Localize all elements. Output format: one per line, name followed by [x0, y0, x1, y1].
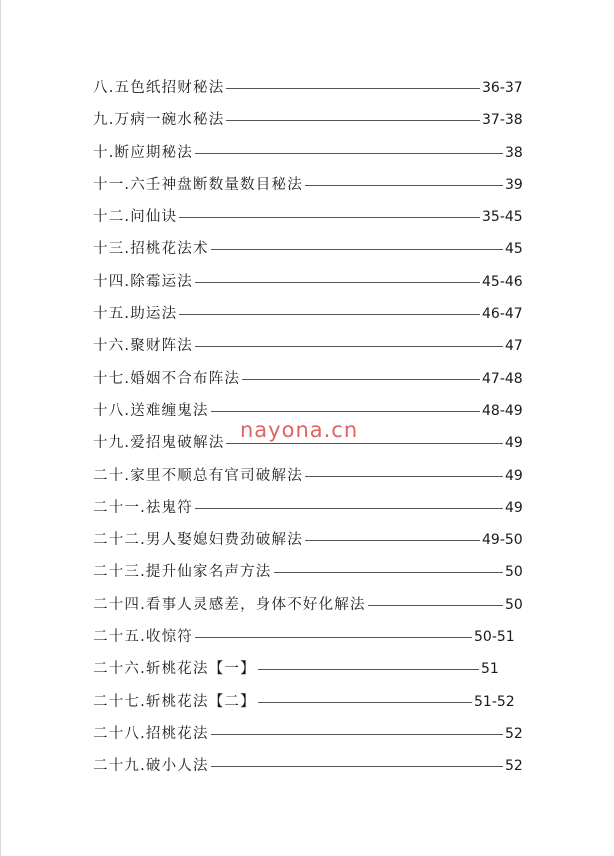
toc-entry [93, 560, 523, 592]
toc-entry-title: 十八.送难缠鬼法 [93, 399, 210, 423]
toc-entry-page: 51-52 [473, 690, 515, 714]
toc-entry-page: 37-38 [481, 108, 523, 132]
toc-entry-page: 49 [504, 496, 523, 520]
toc-entry [93, 690, 523, 722]
toc-entry [93, 108, 523, 140]
toc-entry [93, 625, 523, 657]
toc-leader-line [195, 637, 472, 638]
toc-entry-title: 二十一.祛鬼符 [93, 496, 194, 520]
toc-entry-title: 九.万病一碗水秘法 [93, 108, 225, 132]
toc-entry-page: 50 [504, 593, 523, 617]
toc-entry [93, 754, 523, 786]
toc-entry-title: 十六.聚财阵法 [93, 334, 194, 358]
toc-entry-page: 45-46 [481, 270, 523, 294]
toc-entry [93, 722, 523, 754]
watermark-text: nayona.cn [240, 418, 359, 442]
toc-entry-page: 39 [504, 173, 523, 197]
page-left-edge [0, 0, 1, 856]
toc-leader-line [274, 572, 503, 573]
toc-leader-line [368, 605, 503, 606]
toc-entry-page: 49 [504, 431, 523, 455]
toc-entry-title: 十一.六壬神盘断数量数目秘法 [93, 173, 304, 197]
toc-entry-title: 二十七.斩桃花法【二】 [93, 690, 257, 714]
toc-entry [93, 657, 523, 689]
toc-leader-line [195, 346, 503, 347]
toc-entry-title: 十五.助运法 [93, 302, 178, 326]
toc-entry-title: 二十四.看事人灵感差，身体不好化解法 [93, 593, 367, 617]
toc-entry-page: 38 [504, 141, 523, 165]
toc-entry-page: 47 [504, 334, 523, 358]
toc-entry [93, 270, 523, 302]
toc-entry-page: 50 [504, 560, 523, 584]
toc-leader-line [211, 411, 480, 412]
toc-entry-title: 十四.除霉运法 [93, 270, 194, 294]
toc-leader-line [258, 702, 472, 703]
toc-leader-line [305, 540, 480, 541]
toc-entry [93, 367, 523, 399]
toc-entry-title: 二十九.破小人法 [93, 754, 210, 778]
toc-entry-page: 52 [504, 754, 523, 778]
toc-entry-title: 二十八.招桃花法 [93, 722, 210, 746]
toc-entry-page: 36-37 [481, 76, 523, 100]
toc-leader-line [242, 379, 480, 380]
toc-leader-line [195, 153, 503, 154]
toc-entry-title: 十二.问仙诀 [93, 205, 178, 229]
toc-entry [93, 237, 523, 269]
toc-entry [93, 141, 523, 173]
toc-entry [93, 302, 523, 334]
toc-leader-line [305, 476, 503, 477]
toc-leader-line [211, 249, 503, 250]
toc-entry-page: 48-49 [481, 399, 523, 423]
toc-entry-page: 49 [504, 464, 523, 488]
toc-leader-line [305, 185, 503, 186]
toc-leader-line [179, 314, 480, 315]
toc-leader-line [226, 443, 503, 444]
toc-entry [93, 464, 523, 496]
toc-leader-line [211, 734, 503, 735]
toc-entry [93, 334, 523, 366]
toc-entry [93, 205, 523, 237]
toc-entry-page: 35-45 [481, 205, 523, 229]
toc-entry-title: 十.断应期秘法 [93, 141, 194, 165]
toc-entry [93, 496, 523, 528]
toc-entry [93, 528, 523, 560]
toc-entry [93, 593, 523, 625]
toc-entry-title: 十九.爱招鬼破解法 [93, 431, 225, 455]
toc-entry-title: 十三.招桃花法术 [93, 237, 210, 261]
toc-entry-title: 二十二.男人娶媳妇费劲破解法 [93, 528, 304, 552]
toc-leader-line [258, 669, 479, 670]
toc-entry-title: 二十六.斩桃花法【一】 [93, 657, 257, 681]
toc-entry-title: 二十五.收惊符 [93, 625, 194, 649]
toc-entry-page: 49-50 [481, 528, 523, 552]
toc-entry-page: 45 [504, 237, 523, 261]
toc-entry-page: 50-51 [473, 625, 515, 649]
toc-leader-line [226, 120, 480, 121]
toc-entry-title: 八.五色纸招财秘法 [93, 76, 225, 100]
toc-entry-title: 十七.婚姻不合布阵法 [93, 367, 241, 391]
toc-leader-line [211, 766, 503, 767]
toc-leader-line [195, 508, 503, 509]
toc-leader-line [226, 88, 480, 89]
toc-entry [93, 173, 523, 205]
toc-entry-title: 二十.家里不顺总有官司破解法 [93, 464, 304, 488]
toc-entry-page: 47-48 [481, 367, 523, 391]
toc-leader-line [179, 217, 480, 218]
toc-leader-line [195, 282, 480, 283]
toc-entry-title: 二十三.提升仙家名声方法 [93, 560, 273, 584]
toc-entry [93, 76, 523, 108]
toc-entry-page: 51 [480, 657, 499, 681]
toc-entry-page: 46-47 [481, 302, 523, 326]
toc-entry-page: 52 [504, 722, 523, 746]
